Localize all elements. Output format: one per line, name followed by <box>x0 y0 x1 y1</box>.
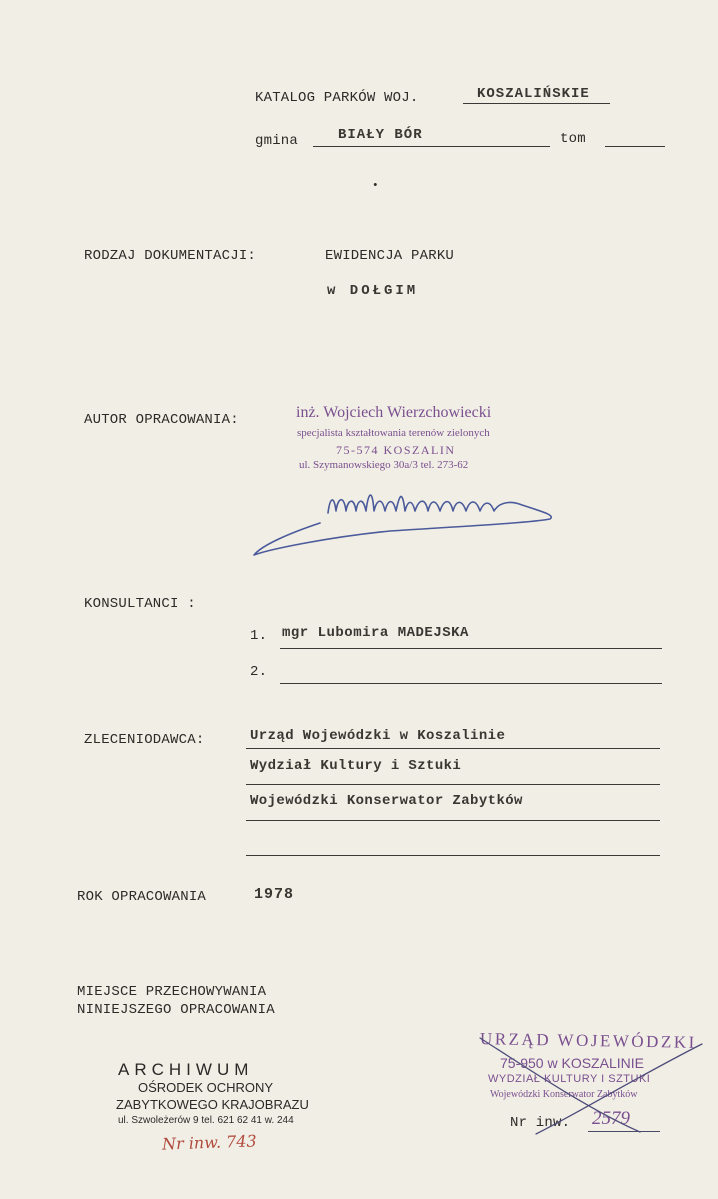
consultant-1-underline <box>280 648 662 649</box>
documentation-label: RODZAJ DOKUMENTACJI: <box>84 248 257 264</box>
gmina-label: gmina <box>255 133 299 149</box>
author-stamp-city: 75-574 KOSZALIN <box>336 443 456 457</box>
commissioner-underline-4 <box>246 855 660 856</box>
archive-line-3: ZABYTKOWEGO KRAJOBRAZU <box>116 1097 309 1112</box>
consultants-label: KONSULTANCI : <box>84 596 196 612</box>
office-stamp-line-4: Wojewódzki Konserwator Zabytków <box>490 1089 638 1100</box>
documentation-line2: w DOŁGIM <box>327 283 419 299</box>
consultant-1-number: 1. <box>250 628 268 644</box>
commissioner-label: ZLECENIODAWCA: <box>84 732 205 748</box>
office-stamp-line-3: WYDZIAŁ KULTURY I SZTUKI <box>488 1073 651 1085</box>
consultant-1-name: mgr Lubomira MADEJSKA <box>282 625 469 641</box>
commissioner-underline-1 <box>246 748 660 749</box>
storage-line-2: NINIEJSZEGO OPRACOWANIA <box>77 1002 275 1018</box>
year-label: ROK OPRACOWANIA <box>77 889 207 905</box>
commissioner-line-2: Wydział Kultury i Sztuki <box>250 758 462 774</box>
author-label: AUTOR OPRACOWANIA: <box>84 412 239 428</box>
author-stamp-name: inż. Wojciech Wierzchowiecki <box>296 404 492 421</box>
ink-mark: • <box>372 180 379 192</box>
voivodeship-underline <box>463 103 610 104</box>
tom-label: tom <box>560 131 586 147</box>
commissioner-line-1: Urząd Wojewódzki w Koszalinie <box>250 728 506 744</box>
tom-underline <box>605 146 665 147</box>
storage-line-1: MIEJSCE PRZECHOWYWANIA <box>77 984 267 1000</box>
voivodeship-value: KOSZALIŃSKIE <box>477 86 590 102</box>
author-signature <box>250 475 560 560</box>
office-stamp-line-2: 75-950 w KOSZALINIE <box>500 1055 644 1071</box>
office-stamp-inv-number: 2579 <box>592 1108 630 1129</box>
year-value: 1978 <box>254 886 295 903</box>
gmina-underline <box>313 146 550 147</box>
documentation-line1: EWIDENCJA PARKU <box>325 248 455 264</box>
handwritten-inventory-number: Nr inw. 743 <box>161 1131 257 1154</box>
commissioner-line-3: Wojewódzki Konserwator Zabytków <box>250 793 523 809</box>
commissioner-underline-2 <box>246 784 660 785</box>
commissioner-underline-3 <box>246 820 660 821</box>
office-stamp-line-1: URZĄD WOJEWÓDZKI <box>479 1029 697 1052</box>
archive-line-4: ul. Szwoleżerów 9 tel. 621 62 41 w. 244 <box>118 1115 294 1126</box>
catalog-label: KATALOG PARKÓW WOJ. <box>255 90 419 106</box>
gmina-value: BIAŁY BÓR <box>338 127 423 143</box>
consultant-2-number: 2. <box>250 664 268 680</box>
author-stamp-title: specjalista kształtowania terenów zielonych <box>297 427 490 439</box>
office-stamp-inv-label: Nr inw. <box>510 1115 571 1131</box>
author-stamp-address: ul. Szymanowskiego 30a/3 tel. 273-62 <box>299 459 469 471</box>
cross-out-mark <box>470 1030 710 1150</box>
consultant-2-underline <box>280 683 662 684</box>
archive-line-2: OŚRODEK OCHRONY <box>138 1080 274 1095</box>
archive-title: ARCHIWUM <box>118 1060 254 1079</box>
